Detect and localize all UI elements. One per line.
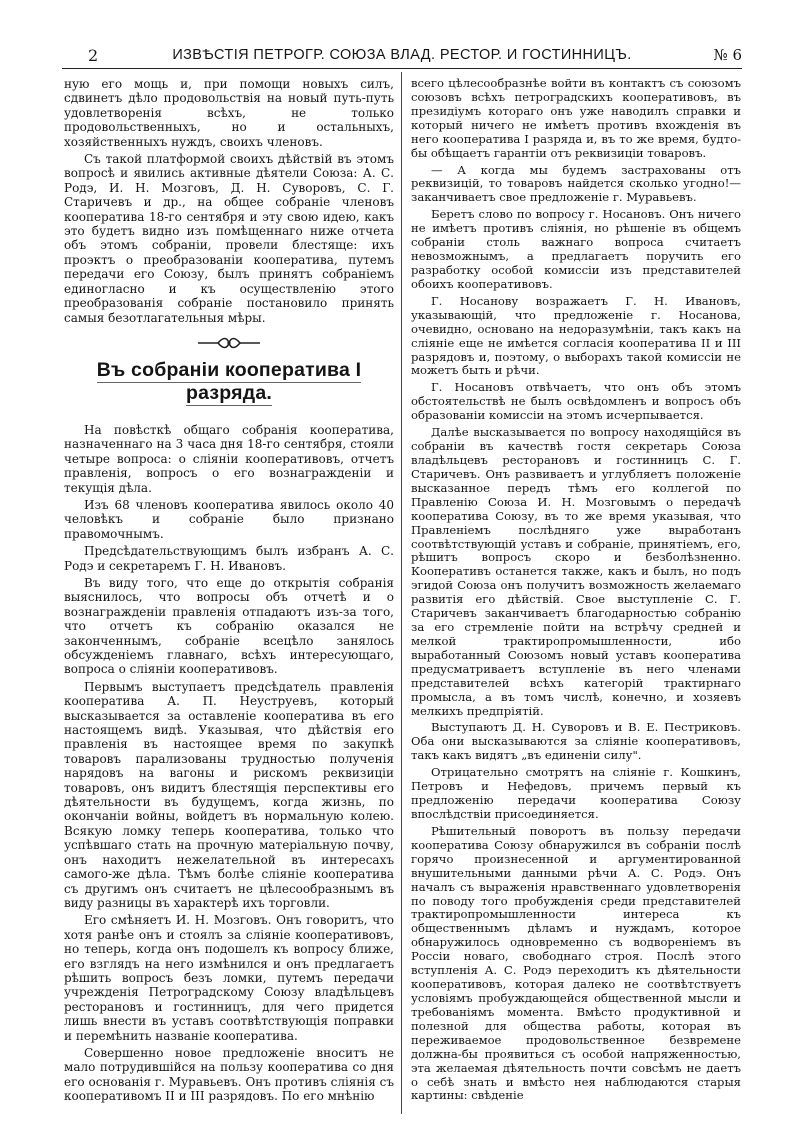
body-paragraph: Его смѣняетъ И. Н. Мозговъ. Онъ говоритъ, что хотя ранѣе онъ и стоялъ за сліяніе кооперативовъ, но теперь, когда онъ подошелъ къ вопросу ближе, его взглядъ на него измѣнился и онъ предлагаетъ рѣшить вопросъ безъ ломки, путемъ передачи учрежденія Петроградскому Союзу владѣльцевъ ресторановъ и гостинницъ, для чего придется лишь внести въ уставъ соотвѣтствующія поправки и перемѣнить названіе кооператива. xyxy=(64,913,394,1043)
ornament-divider-icon xyxy=(196,337,262,349)
body-paragraph: Предсѣдательствующимъ былъ избранъ А. С. Родэ и секретаремъ Г. Н. Ивановъ. xyxy=(64,544,394,573)
left-column xyxy=(64,77,394,1104)
body-paragraph: Г. Носанову возражаетъ Г. Н. Ивановъ, указывающій, что предложеніе г. Носанова, очевидно, основано на недоразумѣніи, такъ какъ на сліяніе еще не имѣется согласія кооператива II и III разрядовъ и, поэтому, о выборахъ такой комиссіи не можетъ быть и рѣчи. xyxy=(411,293,741,378)
body-paragraph: всего цѣлесообразнѣе войти въ контактъ съ союзомъ союзовъ всѣхъ петроградскихъ кооперативовъ, въ президіумъ котораго онъ уже наводилъ справки и который ничего не имѣетъ противъ вхожденія въ него кооператива I разряда и, въ то же время, будто-бы обѣщаетъ гарантіи отъ реквизиціи товаровъ. xyxy=(411,76,741,160)
body-paragraph: Рѣшительный поворотъ въ пользу передачи кооператива Союзу обнаружился въ собраніи послѣ горячо произнесенной и аргументированной внушительными данными рѣчи А. С. Родэ. Онъ началъ съ выраженія нравственнаго удовлетворенія по поводу того пробужденія среди представителей трактиропромышленности интереса къ общественнымъ дѣламъ и нуждамъ, которое обнаружилось одновременно съ водвореніемъ въ Россіи новаго, свободнаго строя. Послѣ этого вступленія А. С. Родэ переходитъ къ дѣятельности кооперативовъ, которая далеко не соотвѣтствуетъ условіямъ пробуждающейся общественной мысли и требованіямъ момента. Вмѣсто продуктивной и полезной для общества работы, которая въ переживаемое продовольственное безвремене должна-бы проявиться съ особой напряженностью, эта желаемая дѣятельность почти совсѣмъ не даетъ о себѣ знать и вмѣсто нея наблюдаются старыя картины: свѣденіе xyxy=(411,823,741,1103)
running-title: ИЗВѢСТІЯ ПЕТРОГР. СОЮЗА ВЛАД. РЕСТОР. И ГОСТИННИЦЪ. xyxy=(172,47,632,63)
intro-paragraph-2: Съ такой платформой своихъ дѣйствій въ этомъ вопросѣ и явились активные дѣятели Союза: А. С. Родэ, И. Н. Мозговъ, Д. Н. Суворовъ, С. Г. Старичевъ и др., на общее собраніе членовъ кооператива 18-го сентября и эту свою идею, какъ это будетъ видно изъ помѣщеннаго ниже отчета объ этомъ собраніи, провели блестяще: ихъ проэктъ о преобразованіи кооператива, путемъ передачи его Союзу, былъ принятъ собраніемъ единогласно и къ осуществленію этого преобразованія собраніе постановило принять самыя безотлагательныя мѣры. xyxy=(64,152,394,325)
body-paragraph: Далѣе высказывается по вопросу находящійся въ собраніи въ качествѣ гостя секретарь Союза владѣльцевъ ресторановъ и гостинницъ С. Г. Старичевъ. Онъ развиваетъ и углубляетъ положеніе высказанное передъ тѣмъ его коллегой по Правленію Союза И. Н. Мозговымъ о передачѣ кооператива Союзу, въ то же время указывая, что Правленіемъ послѣдняго уже выработанъ соотвѣтствующій уставъ и собраніе, принятіемъ, его, рѣшитъ вопросъ скоро и безболѣзненно. Кооперативъ останется также, какъ и былъ, но подъ эгидой Союза онъ получитъ возможность желаемаго развитія его дѣйствій. Свое выступленіе С. Г. Старичевъ заканчиваетъ благодарностью собранію за его стремленіе пойти на встрѣчу средней и мелкой трактиропромышленности, ибо выработанный Союзомъ новый уставъ кооператива предусматриваетъ вступленіе въ него членами представителей всѣхъ категорій трактирнаго промысла, а въ томъ числѣ, конечно, и хозяевъ мелкихъ предпріятій. xyxy=(411,425,741,718)
body-paragraph: Беретъ слово по вопросу г. Носановъ. Онъ ничего не имѣетъ противъ сліянія, но рѣшеніе въ общемъ собраніи столь важнаго вопроса считаетъ невозможнымъ, а предлагаетъ поручить его разработку особой комиссіи изъ представителей обоихъ кооперативовъ. xyxy=(411,207,741,291)
body-paragraph: Г. Носановъ отвѣчаетъ, что онъ объ этомъ обстоятельствѣ не былъ освѣдомленъ и вопросъ объ образованіи комиссіи на этомъ исчерпывается. xyxy=(411,380,741,423)
section-heading: Въ собраніи кооператива I разряда. xyxy=(96,358,362,404)
body-paragraph: Первымъ выступаетъ предсѣдатель правленія кооператива А. П. Неуструевъ, который высказывается за оставленіе кооператива въ его настоящемъ видѣ. Указывая, что дѣйствія его правленія въ настоящее время по закупкѣ товаровъ парализованы трудностью полученія нарядовъ на вагоны и рискомъ реквизиціи товаровъ, онъ видитъ блестящія перспективы его дѣятельности въ будущемъ, когда жизнь, по окончаніи войны, войдетъ въ нормальную колею. Всякую ломку теперь кооператива, только что успѣвшаго стать на прочную матеріальную почву, онъ находитъ нежелательной въ интересахъ самого-же дѣла. Тѣмъ болѣе сліяніе кооператива съ другимъ онъ считаетъ не цѣлесообразнымъ въ виду разницы въ характерѣ ихъ торговли. xyxy=(64,679,394,910)
page-header xyxy=(62,44,742,66)
issue-number: № 6 xyxy=(713,46,742,64)
header-rule xyxy=(62,68,742,69)
body-paragraph: Изъ 68 членовъ кооператива явилось около 40 человѣкъ и собраніе было признано правомочнымъ. xyxy=(64,497,394,541)
body-paragraph: Въ виду того, что еще до открытія собранія выяснилось, что вопросы объ отчетѣ и о вознагражденіи правленія отпадаютъ изъ-за того, что отчетъ къ собранію оказался не законченнымъ, собраніе всецѣло занялось обсужденіемъ главнаго, всѣхъ интересующаго, вопроса о сліяніи кооперативовъ. xyxy=(64,575,394,677)
intro-paragraph-1: ную его мощь и, при помощи новыхъ силъ, сдвинетъ дѣло продовольствія на новый путь-путь удовлетворенія всѣхъ, не только продовольственныхъ, но и остальныхъ, хозяйственныхъ нуждъ, своихъ членовъ. xyxy=(64,77,394,149)
left-body xyxy=(64,423,394,1104)
body-paragraph: Совершенно новое предложеніе вноситъ не мало потрудившійся на пользу кооператива со дня его основанія г. Муравьевъ. Онъ противъ сліянія съ кооперативомъ II и III разрядовъ. По его мнѣнію xyxy=(64,1045,394,1104)
body-paragraph: — А когда мы будемъ застрахованы отъ реквизицій, то товаровъ найдется сколько угодно!—заканчиваетъ свое предложеніе г. Муравьевъ. xyxy=(411,162,741,205)
body-paragraph: Выступаютъ Д. Н. Суворовъ и В. Е. Пестриковъ. Оба они высказываются за сліяніе кооперативовъ, такъ какъ видятъ „въ единеніи силу". xyxy=(411,720,741,763)
page-number: 2 xyxy=(88,46,99,65)
body-paragraph: Отрицательно смотрятъ на сліяніе г. Кошкинъ, Петровъ и Нефедовъ, причемъ первый къ предложенію передачи кооператива Союзу впослѣдствіи присоединяется. xyxy=(411,765,741,822)
right-column xyxy=(411,77,741,1103)
column-divider xyxy=(401,72,402,1114)
body-paragraph: На повѣсткѣ общаго собранія кооператива, назначеннаго на 3 часа дня 18-го сентября, стояли четыре вопроса: о сліяніи кооперативовъ, отчетъ правленія, вопросъ о его вознагражденіи и текущія дѣла. xyxy=(64,422,394,495)
